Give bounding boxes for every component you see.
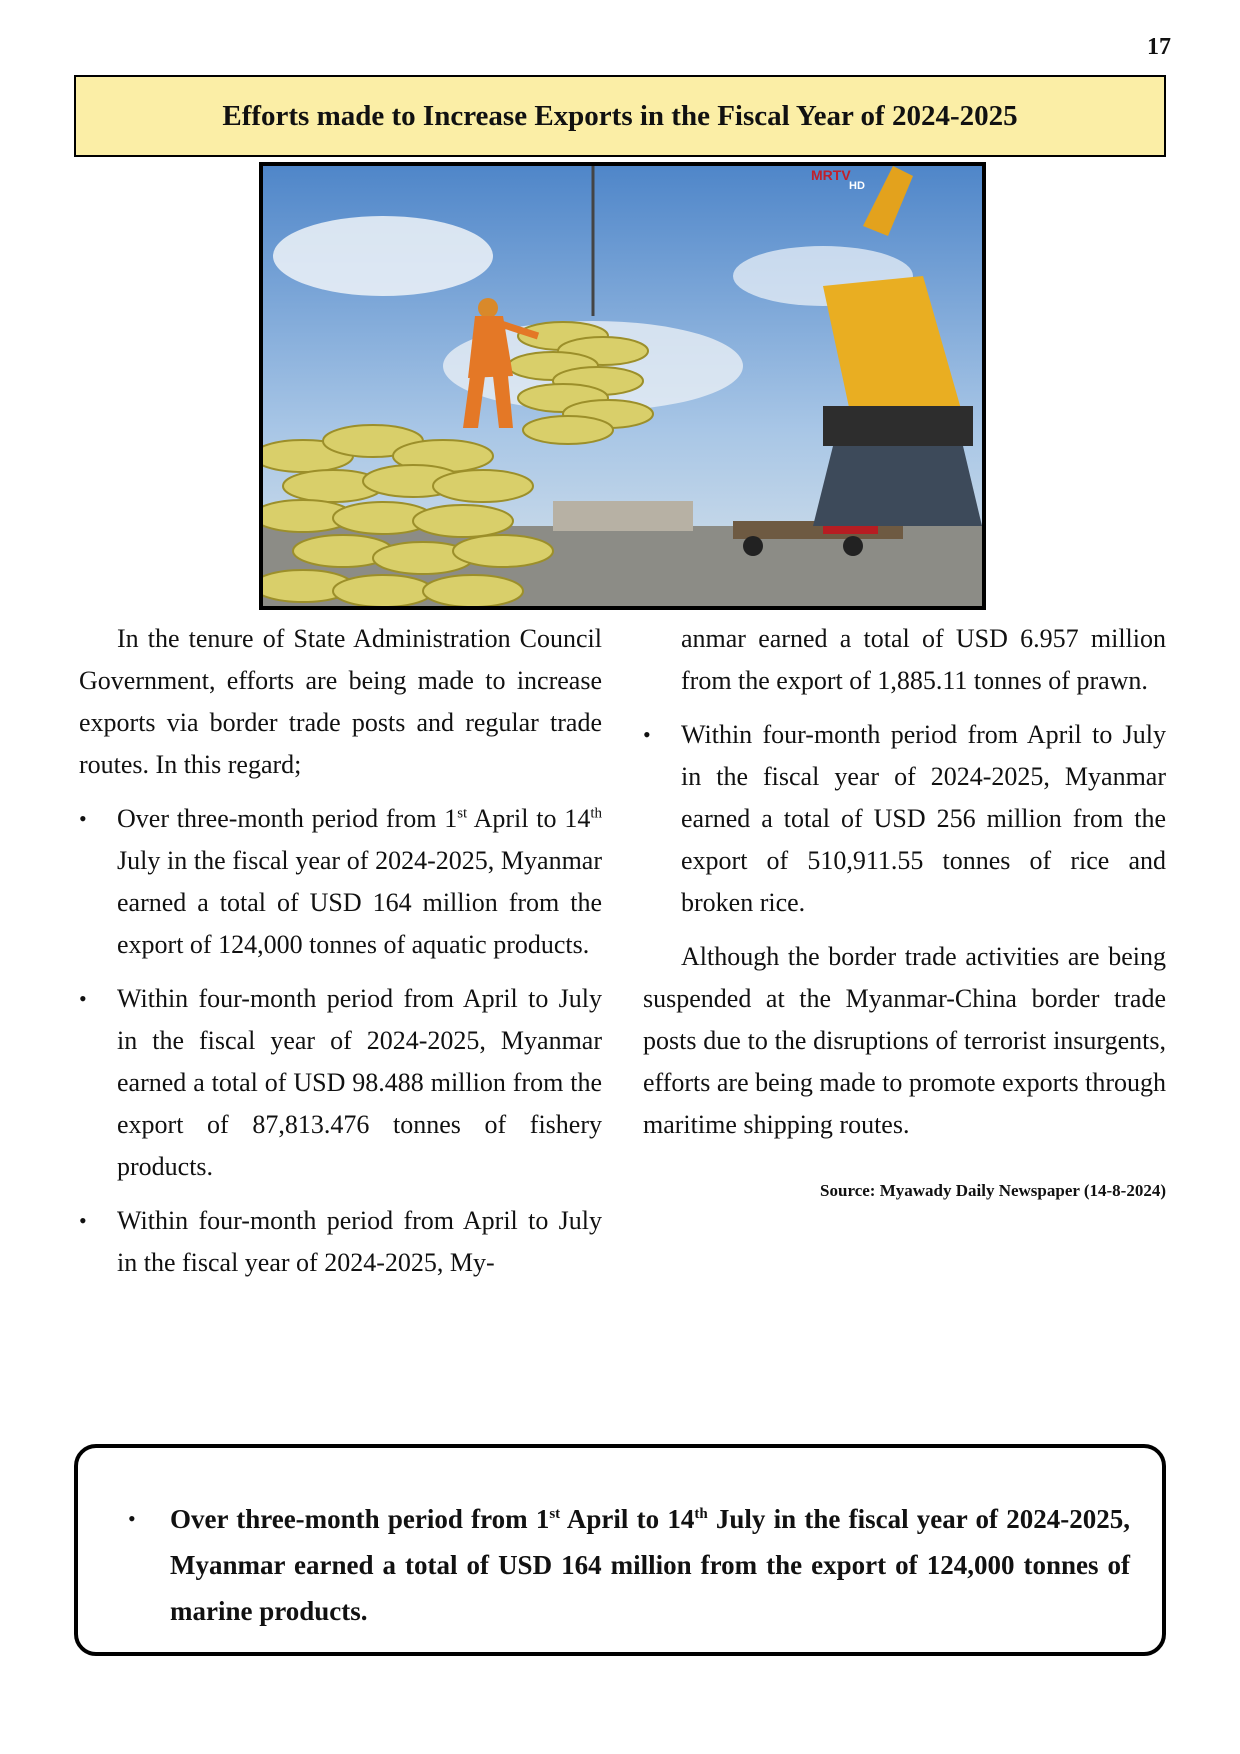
right-column	[643, 618, 1166, 1212]
list-item	[79, 1200, 602, 1284]
highlight-text: Over three-month period from 1	[170, 1504, 550, 1534]
list-item-text: July in the fiscal year of 2024-2025, Myanmar earned a total of USD 164 million from the export of 124,000 tonnes of aquatic products.	[117, 846, 602, 959]
rice-export-photo-illustration	[263, 166, 982, 606]
closing-paragraph: Although the border trade activities are being suspended at the Myanmar-China border trade posts due to the disruptions of terrorist insurgents, efforts are being made to promote exports through maritime shipping routes.	[643, 942, 1166, 1139]
export-list-right	[643, 714, 1166, 924]
list-item-text: Within four-month period from April to July in the fiscal year of 2024-2025, Myanmar earned a total of USD 98.488 million from the export of 87,813.476 tonnes of fishery products.	[117, 984, 602, 1181]
bullet-icon: •	[79, 1208, 87, 1233]
source-citation: Source: Myawady Daily Newspaper (14-8-2024)	[820, 1181, 1166, 1200]
list-item	[643, 714, 1166, 924]
export-list-left	[79, 798, 602, 1284]
highlight-text: July in the fiscal year of 2024-2025, Myanmar earned a total of USD 164 million from the export of 124,000 tonnes of marine products.	[170, 1504, 1130, 1626]
bullet-icon: •	[128, 1506, 136, 1531]
bullet-icon: •	[79, 806, 87, 831]
bullet-icon: •	[79, 986, 87, 1011]
list-item	[79, 978, 602, 1188]
ordinal-suffix: th	[590, 805, 602, 822]
photo-badge: HD	[849, 180, 865, 192]
page-title: Efforts made to Increase Exports in the Fiscal Year of 2024-2025	[222, 99, 1018, 132]
photo-watermark: MRTV	[811, 167, 851, 183]
ordinal-suffix: st	[457, 805, 468, 822]
highlight-box	[74, 1444, 1166, 1656]
title-banner	[74, 75, 1166, 157]
intro-paragraph: In the tenure of State Administration Council Government, efforts are being made to increase exports via border trade posts and regular trade routes. In this regard;	[79, 624, 602, 779]
ordinal-suffix: st	[549, 1506, 561, 1522]
list-item-text: Over three-month period from 1	[117, 804, 458, 833]
list-item-text: Within four-month period from April to July in the fiscal year of 2024-2025, Myanmar earned a total of USD 256 million from the export of 510,911.55 tonnes of rice and broken rice.	[681, 720, 1166, 917]
highlight-item	[128, 1496, 1130, 1634]
list-item-text: April to 14	[467, 804, 591, 833]
list-item-continued: anmar earned a total of USD 6.957 million from the export of 1,885.11 tonnes of prawn.	[681, 624, 1166, 695]
bullet-icon: •	[643, 722, 651, 747]
rice-export-photo	[259, 162, 986, 610]
list-item-text: Within four-month period from April to July in the fiscal year of 2024-2025, My-	[117, 1206, 602, 1277]
page-number: 17	[1147, 34, 1171, 60]
ordinal-suffix: th	[694, 1506, 708, 1522]
highlight-text: April to 14	[560, 1504, 695, 1534]
list-item	[79, 798, 602, 966]
left-column	[79, 618, 602, 1296]
